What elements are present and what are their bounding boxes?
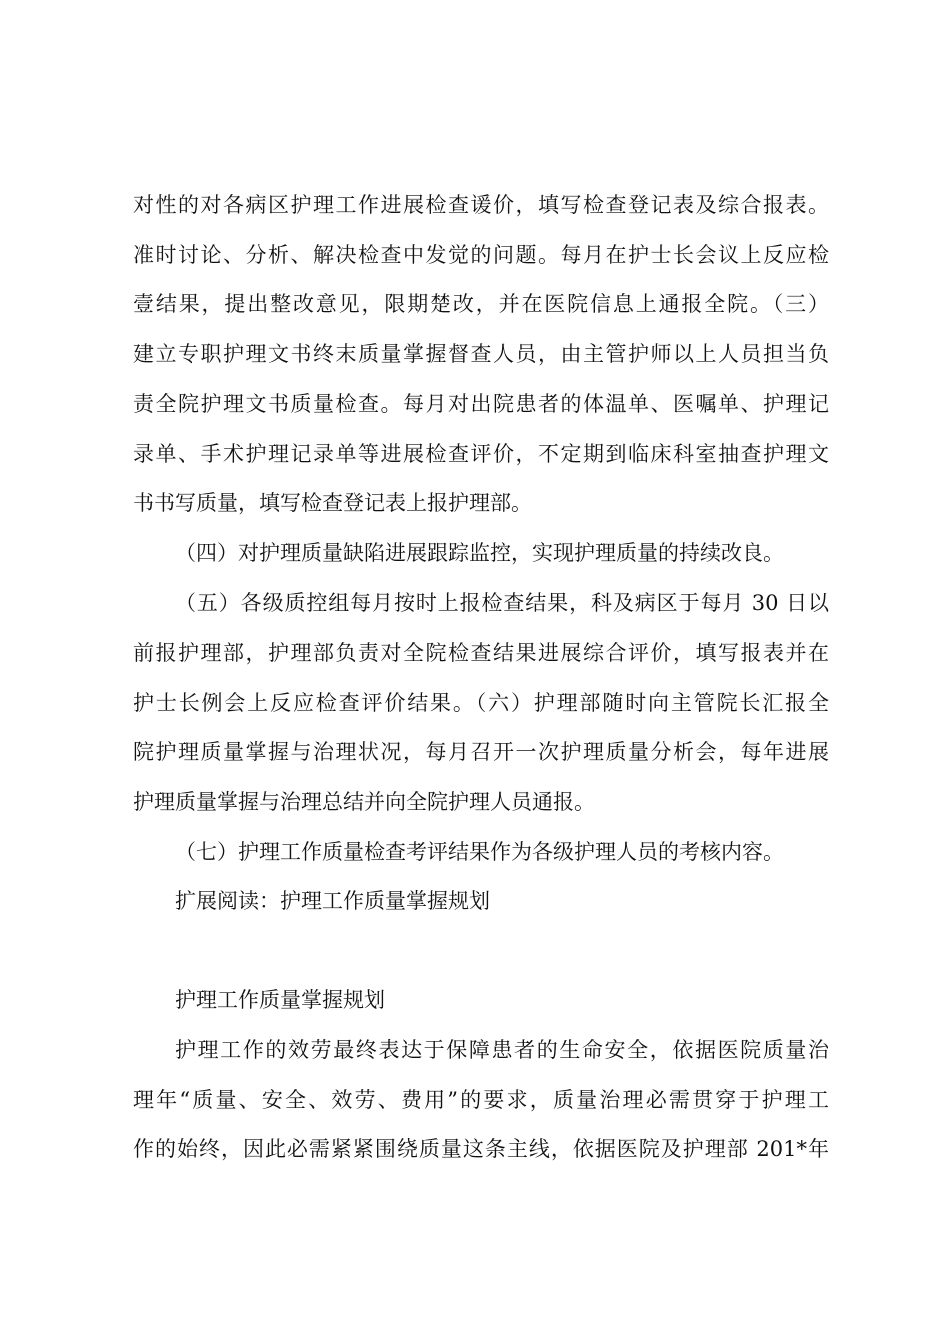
text-line: 护理质量掌握与治理总结并向全院护理人员通报。 bbox=[133, 790, 595, 814]
text-line: 理年“质量、安全、效劳、费用”的要求，质量治理必需贯穿于护理工 bbox=[133, 1088, 829, 1112]
article-title: 护理工作质量掌握规划 bbox=[175, 988, 385, 1012]
text-line: 责全院护理文书质量检查。每月对出院患者的体温单、医嘱单、护理记 bbox=[133, 392, 829, 416]
text-line: 护理工作的效劳最终表达于保障患者的生命安全，依据医院质量治 bbox=[175, 1038, 829, 1062]
text-line: 建立专职护理文书终末质量掌握督查人员，由主管护师以上人员担当负 bbox=[133, 342, 829, 366]
text-line: 前报护理部，护理部负责对全院检查结果进展综合评价，填写报表并在 bbox=[133, 641, 829, 665]
text-line: 院护理质量掌握与治理状况，每月召开一次护理质量分析会，每年进展 bbox=[133, 740, 829, 764]
text-line: 壹结果，提出整改意见，限期楚改，并在医院信息上通报全院。（三） bbox=[133, 292, 829, 316]
text-line: 书书写质量，填写检查登记表上报护理部。 bbox=[133, 491, 532, 515]
text-line: （四）对护理质量缺陷进展跟踪监控，实现护理质量的持续改良。 bbox=[175, 541, 784, 565]
section-heading: 扩展阅读：护理工作质量掌握规划 bbox=[175, 889, 490, 913]
text-line: 录单、手术护理记录单等进展检查评价，不定期到临床科室抽查护理文 bbox=[133, 442, 829, 466]
text-line: （五）各级质控组每月按时上报检查结果，科及病区于每月 30 日以 bbox=[175, 591, 829, 615]
text-line: 对性的对各病区护理工作进展检查谖价，填写检查登记表及综合报表。 bbox=[133, 193, 829, 217]
text-line: （七）护理工作质量检查考评结果作为各级护理人员的考核内容。 bbox=[175, 840, 784, 864]
text-line: 护士长例会上反应检查评价结果。（六）护理部随时向主管院长汇报全 bbox=[133, 691, 829, 715]
text-line: 准时讨论、分析、解决检查中发觉的问题。每月在护士长会议上反应检 bbox=[133, 243, 829, 267]
text-line: 作的始终，因此必需紧紧围绕质量这条主线，依据医院及护理部 201*年 bbox=[133, 1137, 829, 1161]
